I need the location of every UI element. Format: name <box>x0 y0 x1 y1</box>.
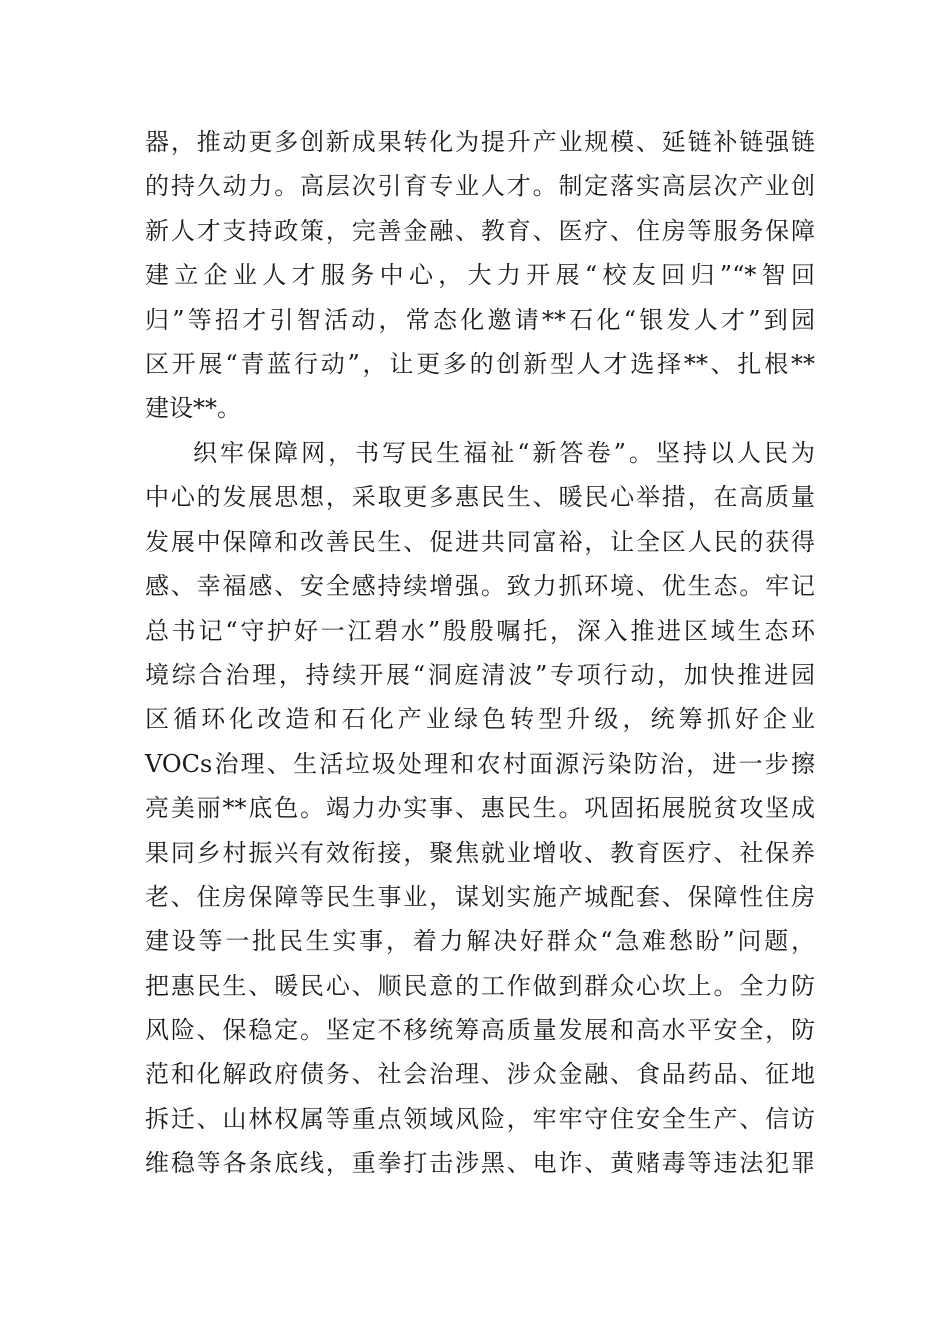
text-line: 风险、保稳定。坚定不移统筹高质量发展和高水平安全，防 <box>145 1016 815 1045</box>
text-line: 发展中保障和改善民生、促进共同富裕，让全区人民的获得 <box>145 527 815 556</box>
text-line: 归”等招才引智活动，常态化邀请**石化“银发人才”到园 <box>145 305 815 334</box>
text-line: 境综合治理，持续开展“洞庭清波”专项行动，加快推进园 <box>145 660 815 689</box>
text-line: 建设等一批民生实事，着力解决好群众“急难愁盼”问题， <box>145 927 815 956</box>
text-line: 亮美丽**底色。竭力办实事、惠民生。巩固拓展脱贫攻坚成 <box>145 794 815 823</box>
text-line: 感、幸福感、安全感持续增强。致力抓环境、优生态。牢记 <box>145 572 815 601</box>
text-line: 维稳等各条底线，重拳打击涉黑、电诈、黄赌毒等违法犯罪 <box>145 1149 815 1178</box>
text-line: 总书记“守护好一江碧水”殷殷嘱托，深入推进区域生态环 <box>145 616 815 645</box>
text-line: 把惠民生、暖民心、顺民意的工作做到群众心坎上。全力防 <box>145 971 815 1000</box>
paragraph-livelihood <box>145 431 815 1186</box>
text-line: VOCs治理、生活垃圾处理和农村面源污染防治，进一步擦 <box>145 749 815 778</box>
text-line: 中心的发展思想，采取更多惠民生、暖民心举措，在高质量 <box>145 483 815 512</box>
text-line: 建设**。 <box>145 394 241 423</box>
text-line: 老、住房保障等民生事业，谋划实施产城配套、保障性住房 <box>145 882 815 911</box>
text-line: 拆迁、山林权属等重点领域风险，牢牢守住安全生产、信访 <box>145 1104 815 1133</box>
text-line: 区循环化改造和石化产业绿色转型升级，统筹抓好企业 <box>145 705 815 734</box>
text-line: 器，推动更多创新成果转化为提升产业规模、延链补链强链 <box>145 128 815 156</box>
text-line: 果同乡村振兴有效衔接，聚焦就业增收、教育医疗、社保养 <box>145 838 815 867</box>
text-line: 建立企业人才服务中心，大力开展“校友回归”“*智回 <box>145 261 815 290</box>
text-line: 范和化解政府债务、社会治理、涉众金融、食品药品、征地 <box>145 1060 815 1089</box>
text-line: 的持久动力。高层次引育专业人才。制定落实高层次产业创 <box>145 172 815 201</box>
text-line-first: 织牢保障网，书写民生福祉“新答卷”。坚持以人民为 <box>193 439 815 467</box>
paragraph-talent <box>145 120 815 431</box>
text-line: 区开展“青蓝行动”，让更多的创新型人才选择**、扎根** <box>145 349 815 378</box>
text-line: 新人才支持政策，完善金融、教育、医疗、住房等服务保障 <box>145 216 815 245</box>
